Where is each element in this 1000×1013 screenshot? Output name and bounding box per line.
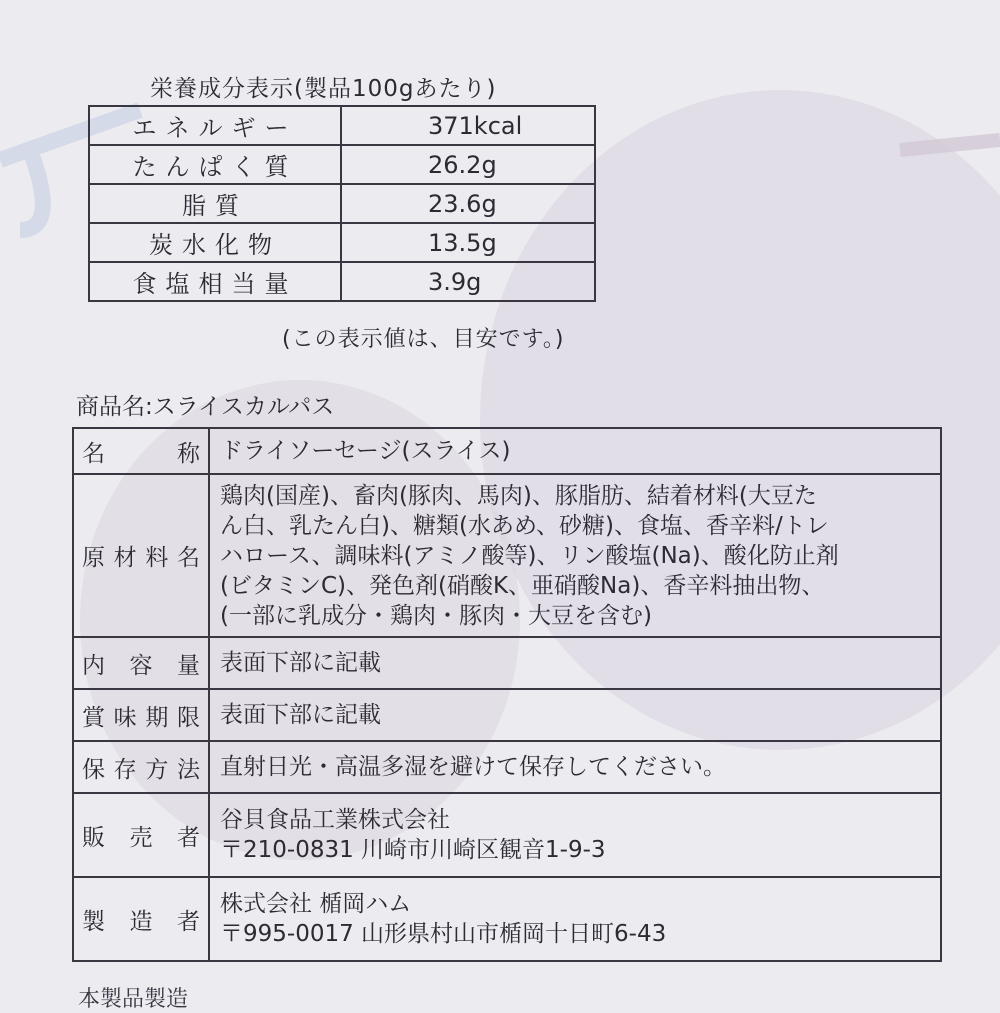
label-char: 賞 [82,704,105,731]
info-label [73,474,209,637]
label-char: 名 [82,440,105,467]
info-line: 直射日光・高温多湿を避けて保存してください。 [220,754,726,780]
label-char: 者 [177,824,200,851]
info-line: 表面下部に記載 [220,650,381,676]
label-char: 原 [82,545,105,571]
label-char: 料 [145,545,169,571]
nutrition-table [88,105,596,302]
info-line: 〒995-0017 山形県村山市楯岡十日町6-43 [220,921,667,947]
info-row-seller [73,793,941,877]
info-line: 株式会社 楯岡ハム [220,891,412,917]
nutrition-row [89,262,595,301]
label-char: 味 [113,704,137,731]
nutrient-label: 炭水化物 [89,223,341,262]
nutrient-value: 371kcal [341,106,595,145]
info-label [73,428,209,474]
label-char: 期 [145,704,169,731]
nutrient-label: 食塩相当量 [89,262,341,301]
label-char: 売 [129,824,153,851]
label-char: 販 [82,824,105,851]
label-char: 称 [177,440,200,467]
info-value [209,877,941,961]
info-label [73,637,209,689]
info-value [209,474,941,637]
label-char: 造 [129,908,153,935]
label-char: 名 [176,545,200,571]
info-label [73,793,209,877]
info-line: 〒210-0831 川崎市川崎区観音1-9-3 [220,837,606,863]
label-char: 存 [113,756,137,783]
nutrient-label: エネルギー [89,106,341,145]
nutrient-value: 13.5g [341,223,595,262]
info-row-ingredients [73,474,941,637]
label-char: 方 [145,756,169,783]
info-row-name [73,428,941,474]
product-name: 商品名:スライスカルパス [76,394,335,420]
nutrition-title: 栄養成分表示(製品100gあたり) [150,76,497,102]
nutrition-note: (この表示値は、目安です。) [282,327,565,352]
info-line: 表面下部に記載 [220,702,381,728]
info-line: 鶏肉(国産)、畜肉(豚肉、馬肉)、豚脂肪、結着材料(大豆た [220,482,817,509]
product-info-table [72,427,942,962]
nutrient-value: 3.9g [341,262,595,301]
info-value [209,689,941,741]
info-label [73,741,209,793]
info-row-storage [73,741,941,793]
info-label [73,877,209,961]
info-value [209,741,941,793]
info-line: ハロース、調味料(アミノ酸等)、リン酸塩(Na)、酸化防止剤 [220,542,839,569]
info-label [73,689,209,741]
info-value [209,793,941,877]
nutrient-label: 脂質 [89,184,341,223]
label-char: 材 [113,545,137,571]
info-line: (一部に乳成分・鶏肉・豚肉・大豆を含む) [220,602,652,629]
nutrient-value: 26.2g [341,145,595,184]
nutrition-row [89,184,595,223]
nutrition-row [89,145,595,184]
cut-off-text: 本製品製造 [78,987,189,1012]
info-line: ん白、乳たん白)、糖類(水あめ、砂糖)、食塩、香辛料/トレ [220,512,829,539]
label-char: 製 [82,908,105,935]
label-char: 者 [177,908,200,935]
info-value [209,428,941,474]
info-line: 谷貝食品工業株式会社 [220,807,450,833]
info-line: (ビタミンC)、発色剤(硝酸K、亜硝酸Na)、香辛料抽出物、 [220,572,825,599]
label-char: 保 [82,756,105,783]
nutrient-label: たんぱく質 [89,145,341,184]
nutrient-value: 23.6g [341,184,595,223]
label-char: 限 [176,704,200,731]
nutrition-row [89,223,595,262]
label-char: 量 [177,652,200,679]
info-row-manufacturer [73,877,941,961]
label-char: 容 [129,652,153,679]
info-value [209,637,941,689]
info-row-best-before [73,689,941,741]
nutrition-row [89,106,595,145]
label-char: 法 [176,756,200,783]
label-char: 内 [82,652,105,679]
info-line: ドライソーセージ(スライス) [220,438,511,464]
info-row-contents [73,637,941,689]
